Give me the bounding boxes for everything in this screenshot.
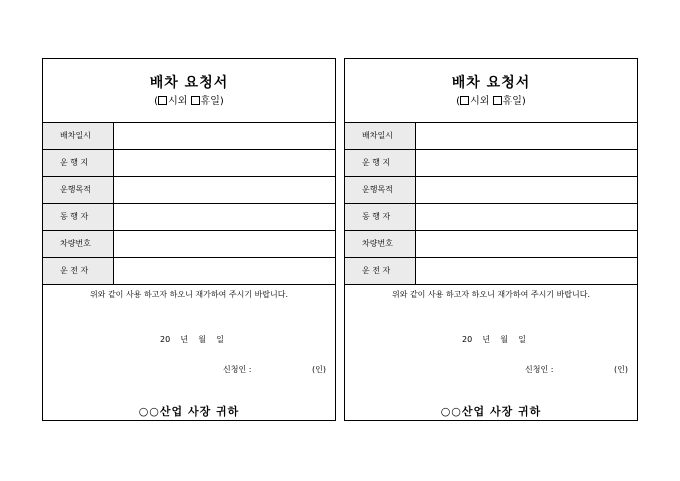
- dispatch-request-form-right: [344, 58, 638, 421]
- companions-field[interactable]: [416, 204, 637, 230]
- dispatch-datetime-field[interactable]: [416, 123, 637, 149]
- row-driver: [345, 258, 637, 285]
- checkbox-holiday[interactable]: [493, 96, 502, 105]
- row-purpose: [43, 177, 335, 204]
- destination-field[interactable]: [416, 150, 637, 176]
- field-label: 운 전 자: [43, 258, 114, 284]
- row-dispatch-datetime: [43, 123, 335, 150]
- form-title: 배차 요청서: [149, 75, 229, 91]
- field-label: 운 행 지: [43, 150, 114, 176]
- signature-line: [43, 364, 335, 376]
- vehicle-number-field[interactable]: [416, 231, 637, 257]
- checkbox-holiday[interactable]: [191, 96, 200, 105]
- row-driver: [43, 258, 335, 285]
- field-label: 동 행 자: [43, 204, 114, 230]
- applicant-label: 신청인 :: [525, 365, 554, 374]
- request-notice: 위와 같이 사용 하고자 하오니 재가하여 주시기 바랍니다.: [89, 290, 289, 299]
- companions-field[interactable]: [114, 204, 335, 230]
- request-notice: 위와 같이 사용 하고자 하오니 재가하여 주시기 바랍니다.: [391, 290, 591, 299]
- checkbox-outside-city[interactable]: [158, 96, 167, 105]
- row-destination: [345, 150, 637, 177]
- option-holiday-label: 휴일: [200, 96, 220, 107]
- date-line: 20 년 월 일: [160, 335, 224, 344]
- row-purpose: [345, 177, 637, 204]
- option-outside-city-label: 시외: [168, 96, 188, 107]
- driver-field[interactable]: [416, 258, 637, 284]
- row-dispatch-datetime: [345, 123, 637, 150]
- purpose-field[interactable]: [114, 177, 335, 203]
- destination-field[interactable]: [114, 150, 335, 176]
- seal-mark: (인): [312, 365, 326, 374]
- dispatch-datetime-field[interactable]: [114, 123, 335, 149]
- field-label: 운 전 자: [345, 258, 416, 284]
- row-companions: [43, 204, 335, 231]
- field-label: 동 행 자: [345, 204, 416, 230]
- form-subtitle: ( 시외 휴일): [154, 96, 224, 107]
- checkbox-outside-city[interactable]: [460, 96, 469, 105]
- driver-field[interactable]: [114, 258, 335, 284]
- row-vehicle-number: [345, 231, 637, 258]
- row-destination: [43, 150, 335, 177]
- vehicle-number-field[interactable]: [114, 231, 335, 257]
- row-companions: [345, 204, 637, 231]
- date-line: 20 년 월 일: [462, 335, 526, 344]
- row-vehicle-number: [43, 231, 335, 258]
- signature-line: [345, 364, 637, 376]
- form-header: [43, 59, 335, 123]
- seal-mark: (인): [614, 365, 628, 374]
- applicant-label: 신청인 :: [223, 365, 252, 374]
- option-holiday-label: 휴일: [502, 96, 522, 107]
- field-label: 운행목적: [43, 177, 114, 203]
- field-label: 배차일시: [43, 123, 114, 149]
- field-label: 차량번호: [345, 231, 416, 257]
- option-outside-city-label: 시외: [470, 96, 490, 107]
- field-label: 운 행 지: [345, 150, 416, 176]
- form-header: [345, 59, 637, 123]
- addressee-footer: ○○산업 사장 귀하: [138, 405, 240, 418]
- field-label: 차량번호: [43, 231, 114, 257]
- form-subtitle: ( 시외 휴일): [456, 96, 526, 107]
- addressee-footer: ○○산업 사장 귀하: [440, 405, 542, 418]
- field-label: 운행목적: [345, 177, 416, 203]
- purpose-field[interactable]: [416, 177, 637, 203]
- form-title: 배차 요청서: [451, 75, 531, 91]
- field-label: 배차일시: [345, 123, 416, 149]
- dispatch-request-form-left: [42, 58, 336, 421]
